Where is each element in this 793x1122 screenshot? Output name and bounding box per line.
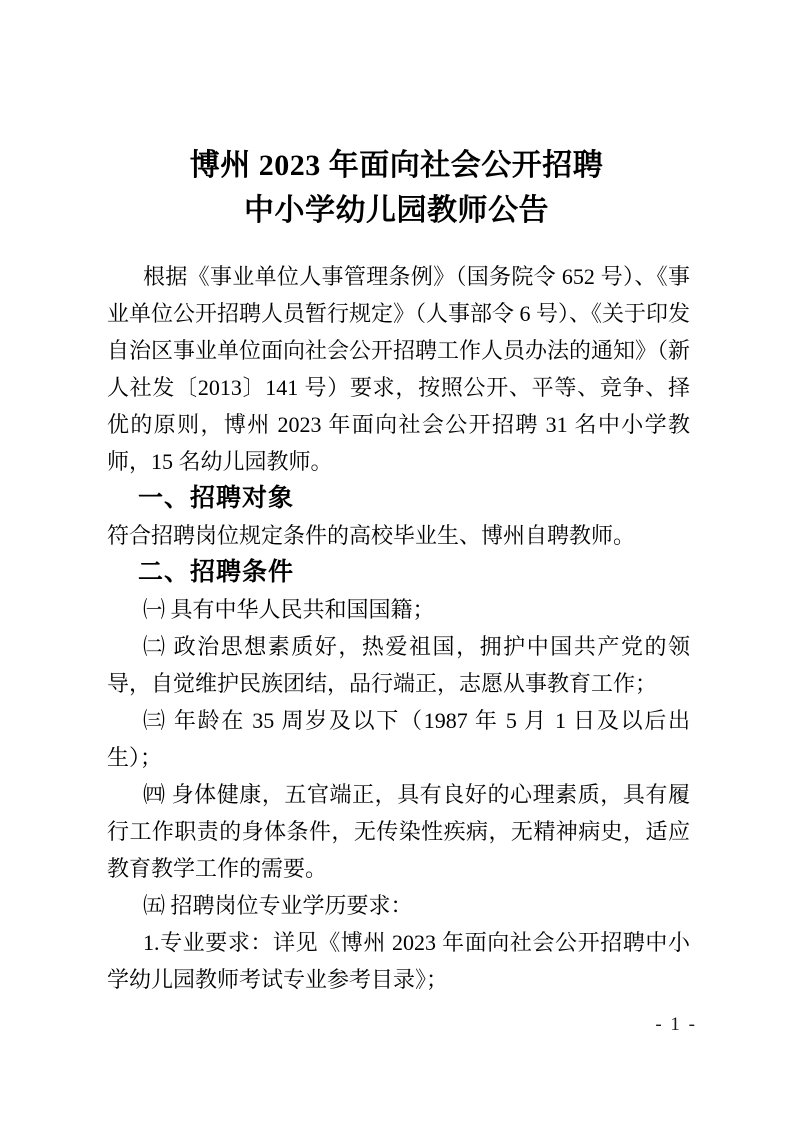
condition-item-5: ㈤ 招聘岗位专业学历要求： bbox=[143, 893, 413, 918]
document-title-line1: 博州 2023 年面向社会公开招聘 bbox=[189, 149, 604, 182]
condition-item-4: ㈣ 身体健康，五官端正，具有良好的心理素质，具有履行工作职责的身体条件，无传染性疾病，无精神病史，适应教育教学工作的需要。 bbox=[107, 782, 690, 881]
page-number: - 1 - bbox=[655, 1014, 697, 1035]
document-title-line2: 中小学幼儿园教师公告 bbox=[244, 194, 549, 227]
condition-subitem-major-requirement: 1.专业要求：详见《博州 2023 年面向社会公开招聘中小学幼儿园教师考试专业参考目录》； bbox=[107, 930, 690, 992]
section-heading-recruitment-targets: 一、招聘对象 bbox=[138, 484, 295, 512]
condition-item-1: ㈠ 具有中华人民共和国国籍； bbox=[143, 597, 435, 622]
document-body bbox=[107, 258, 690, 998]
paragraph-recruitment-targets: 符合招聘岗位规定条件的高校毕业生、博州自聘教师。 bbox=[107, 523, 636, 548]
intro-paragraph: 根据《事业单位人事管理条例》（国务院令 652 号）、《事业单位公开招聘人员暂行规定》（人事部令 6 号）、《关于印发自治区事业单位面向社会公开招聘工作人员办法的通知》（新人社发〔2013〕141 号）要求，按照公开、平等、竞争、择优的原则，博州 2023 年面向社会公开招聘 31 名中小学教师，15 名幼儿园教师。 bbox=[107, 264, 691, 474]
document-title bbox=[0, 0, 793, 233]
condition-item-3: ㈢ 年龄在 35 周岁及以下（1987 年 5 月 1 日及以后出生）； bbox=[107, 708, 690, 770]
condition-item-2: ㈡ 政治思想素质好，热爱祖国，拥护中国共产党的领导，自觉维护民族团结，品行端正，志愿从事教育工作； bbox=[107, 634, 690, 696]
section-heading-recruitment-conditions: 二、招聘条件 bbox=[138, 558, 295, 586]
